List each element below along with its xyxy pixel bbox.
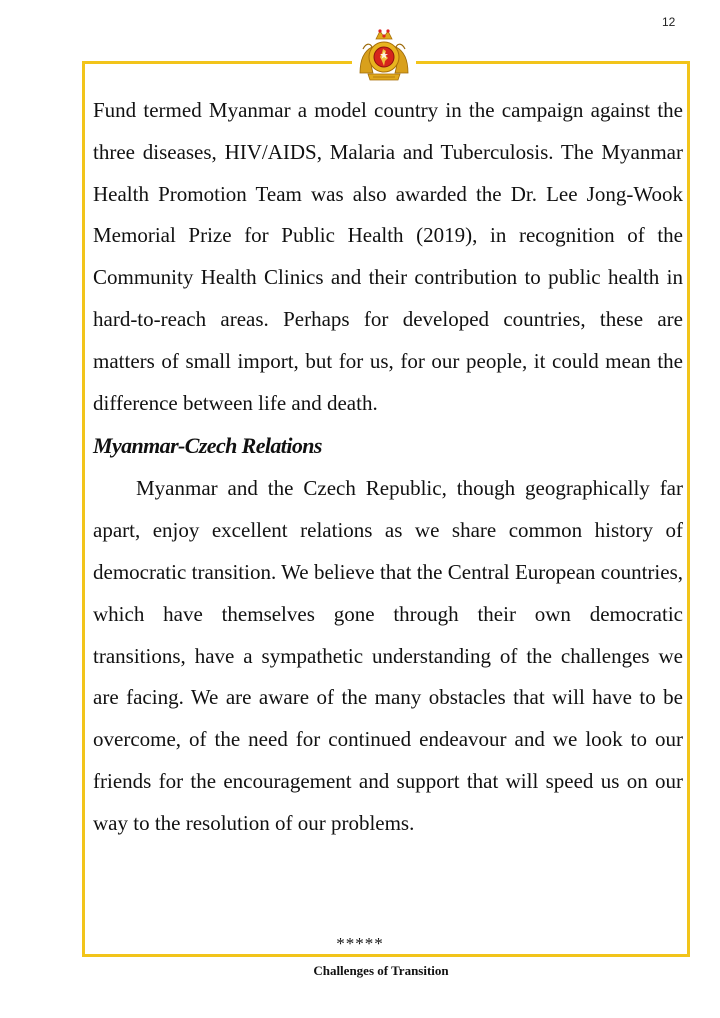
page-number: 12: [662, 15, 676, 29]
myanmar-state-emblem-icon: [352, 26, 416, 84]
paragraph-health-achievements: Fund termed Myanmar a model country in the campaign against the three diseases, HIV/AIDS, Malaria and Tuberculosis. The Myanmar Health Promotion Team was also awarded the Dr. Lee Jong-Wook Memorial Prize for Public Health (2019), in recognition of the Community Health Clinics and their contribution to public health in hard-to-reach areas. Perhaps for developed countries, these are matters of small import, but for us, for our people, it could mean the difference between life and death.: [93, 98, 683, 415]
paragraph-myanmar-czech-relations: Myanmar and the Czech Republic, though geographically far apart, enjoy excellent relations as we share common history of democratic transition. We believe that the Central European countries, which have themselves gone through their own democratic transitions, have a sympathetic understanding of the challenges we are facing. We are aware of the many obstacles that will have to be overcome, of the need for continued endeavour and we look to our friends for the encouragement and support that will speed us on our way to the resolution of our problems.: [93, 476, 683, 835]
section-heading-myanmar-czech: Myanmar-Czech Relations: [93, 433, 322, 459]
section-separator: *****: [336, 934, 384, 953]
footer-title: Challenges of Transition: [313, 963, 449, 978]
main-text-content: [93, 90, 683, 845]
